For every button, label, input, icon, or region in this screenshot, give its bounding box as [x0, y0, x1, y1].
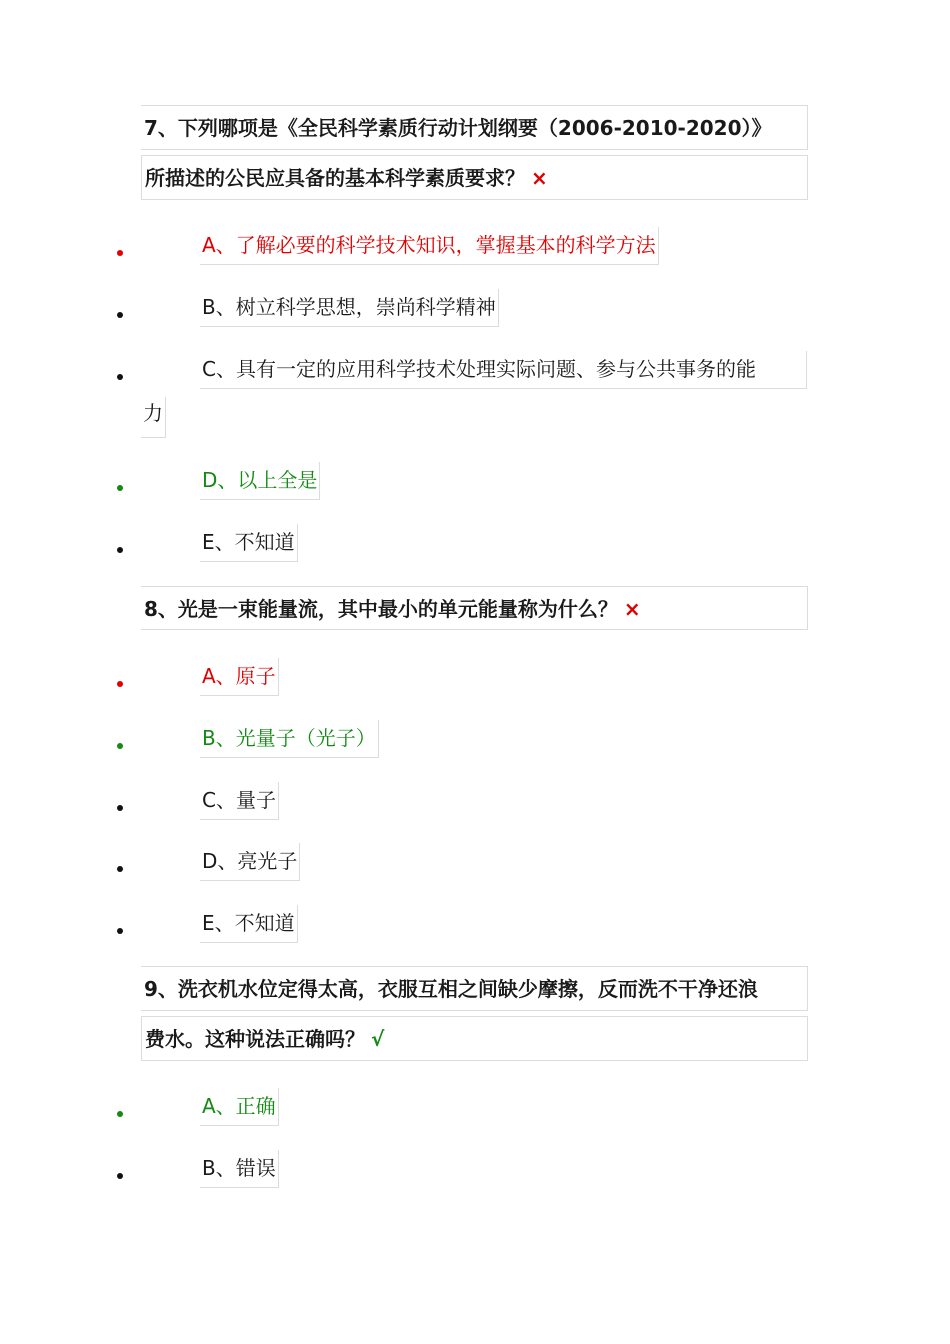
question-7-title-line2 — [141, 155, 808, 200]
bullet-icon — [117, 250, 123, 256]
bullet-icon — [117, 743, 123, 749]
wrong-mark-icon: × — [531, 166, 548, 190]
question-text: 8、光是一束能量流，其中最小的单元能量称为什么？ — [144, 597, 618, 621]
question-text: 7、下列哪项是《全民科学素质行动计划纲要（2006-2010-2020）》 — [144, 116, 772, 140]
question-7-title-line1 — [141, 105, 808, 150]
question-8-title — [141, 586, 808, 630]
bullet-icon — [117, 805, 123, 811]
option-8e[interactable]: E、不知道 — [200, 905, 298, 943]
bullet-icon — [117, 374, 123, 380]
bullet-icon — [117, 866, 123, 872]
question-text: 9、洗衣机水位定得太高，衣服互相之间缺少摩擦，反而洗不干净还浪 — [144, 977, 758, 1001]
wrong-mark-icon: × — [623, 597, 641, 621]
bullet-icon — [117, 1173, 123, 1179]
option-8a[interactable]: A、原子 — [200, 658, 279, 696]
option-7c-continued[interactable]: 力 — [141, 397, 166, 438]
option-8c[interactable]: C、量子 — [200, 782, 279, 820]
option-7c[interactable]: C、具有一定的应用科学技术处理实际问题、参与公共事务的能 — [200, 351, 807, 389]
bullet-icon — [117, 312, 123, 318]
bullet-icon — [117, 1111, 123, 1117]
option-7e[interactable]: E、不知道 — [200, 524, 298, 562]
bullet-icon — [117, 547, 123, 553]
option-7d[interactable]: D、以上全是 — [200, 462, 320, 500]
question-text: 所描述的公民应具备的基本科学素质要求？ — [145, 166, 525, 190]
bullet-icon — [117, 485, 123, 491]
option-9b[interactable]: B、错误 — [200, 1150, 279, 1188]
option-9a[interactable]: A、正确 — [200, 1088, 279, 1126]
question-9-title-line1 — [141, 966, 808, 1011]
correct-mark-icon: √ — [371, 1027, 385, 1051]
option-8b[interactable]: B、光量子（光子） — [200, 720, 379, 758]
bullet-icon — [117, 681, 123, 687]
bullet-icon — [117, 928, 123, 934]
question-text: 费水。这种说法正确吗？ — [145, 1027, 365, 1051]
question-9-title-line2 — [141, 1016, 808, 1061]
option-7b[interactable]: B、树立科学思想，崇尚科学精神 — [200, 289, 499, 327]
option-8d[interactable]: D、亮光子 — [200, 843, 300, 881]
option-7a[interactable]: A、了解必要的科学技术知识，掌握基本的科学方法 — [200, 227, 659, 265]
